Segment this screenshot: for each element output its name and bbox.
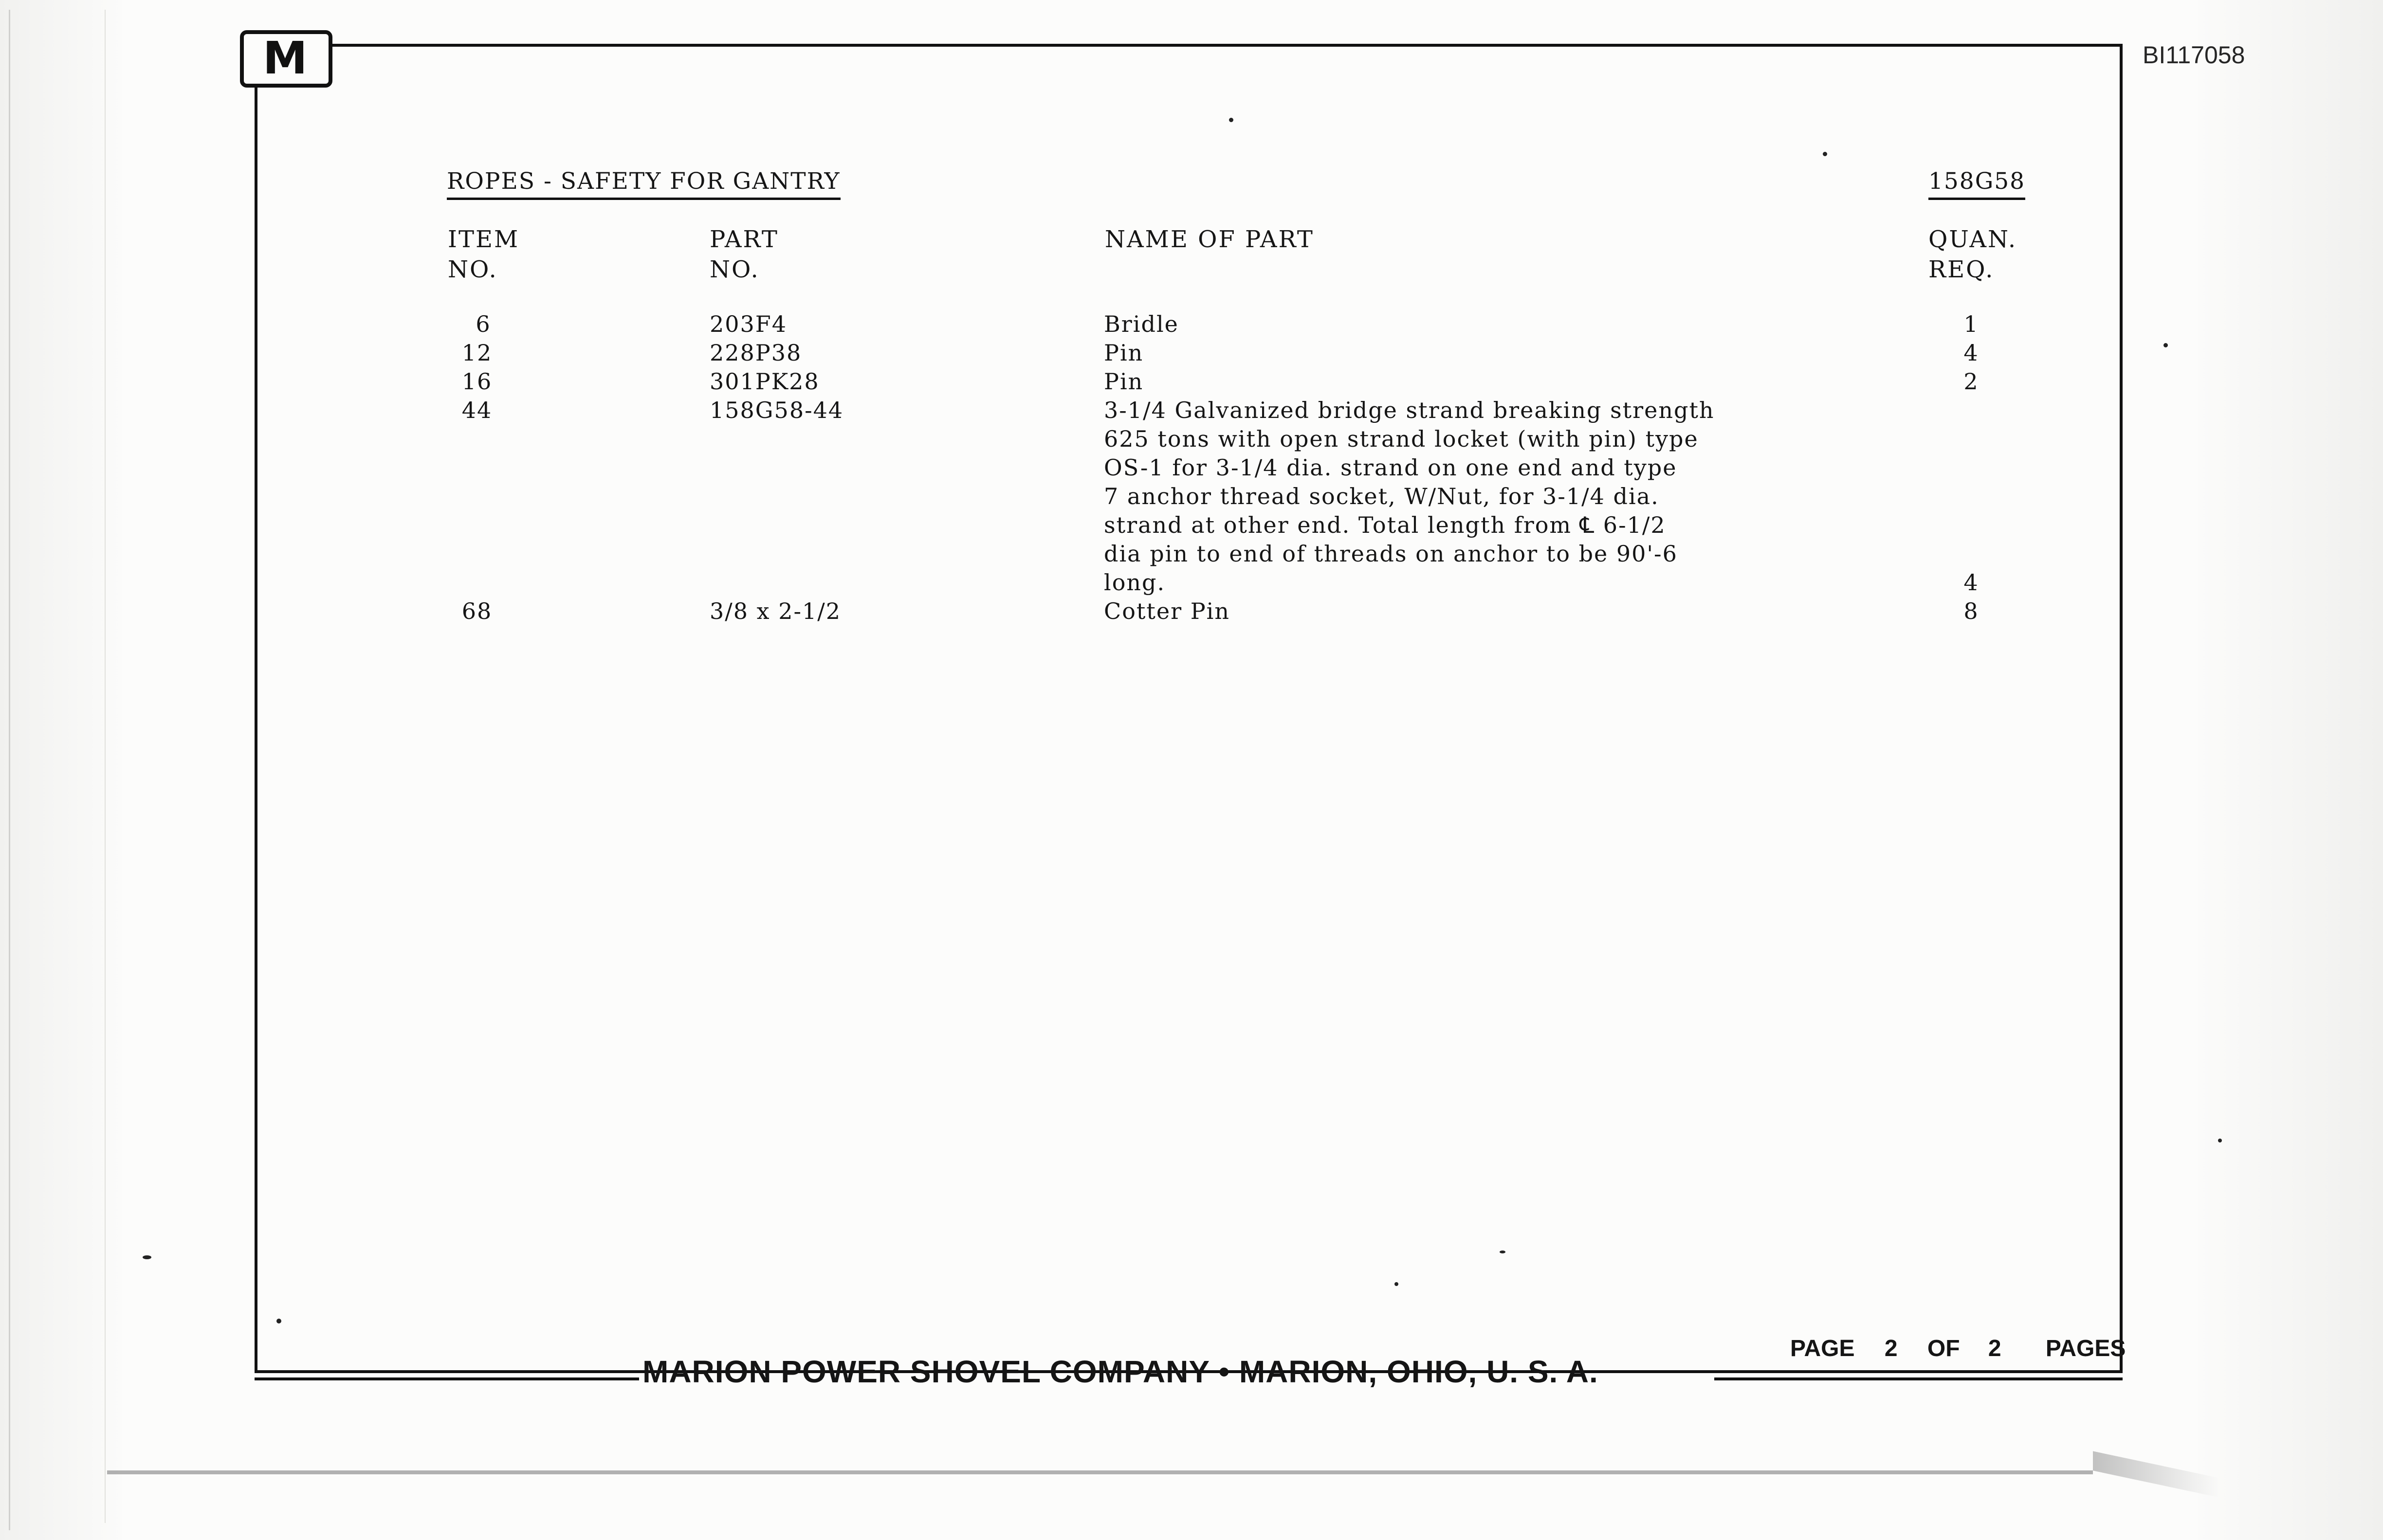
part-name: Pin [1104, 340, 1144, 366]
scan-left-line-secondary [105, 10, 106, 1523]
scan-bottom-line [107, 1470, 2093, 1474]
quantity-header-line-1: QUAN. [1928, 226, 2017, 253]
name-column-header [1105, 224, 1314, 254]
quantity: 2 [1963, 368, 1979, 395]
part-name: Bridle [1104, 311, 1179, 337]
document-code: BI117058 [2143, 41, 2245, 69]
item-column-header [448, 224, 519, 285]
quantity: 8 [1963, 598, 1979, 624]
quantity: 4 [1963, 569, 1979, 596]
scan-right-edge [2198, 0, 2383, 1540]
page-indicator [1790, 1337, 2126, 1360]
part-number: 203F4 [710, 311, 787, 337]
description-line: 625 tons with open strand locket (with pin) type [1104, 426, 1699, 452]
item-header-line-1: ITEM [448, 226, 520, 253]
description-line: OS-1 for 3-1/4 dia. strand on one end and type [1104, 454, 1677, 481]
item-number: 68 [461, 598, 493, 624]
company-logo [240, 30, 332, 88]
description-line: dia pin to end of threads on anchor to be 90'-6 [1104, 541, 1678, 567]
description-line: strand at other end. Total length from ℄ 6-1/2 [1104, 512, 1666, 538]
page-total: 2 [1988, 1336, 2001, 1361]
item-number: 44 [461, 397, 493, 423]
part-column-header [710, 224, 779, 285]
part-number: 158G58-44 [710, 397, 844, 423]
scan-speck [1229, 118, 1233, 122]
scan-speck [143, 1255, 151, 1259]
part-number: 301PK28 [710, 368, 820, 395]
quantity-column-header [1928, 224, 2017, 285]
company-name: MARION POWER SHOVEL COMPANY • MARION, OHIO, U. S. A. [642, 1354, 1598, 1389]
quantity: 4 [1963, 340, 1979, 366]
part-number: 3/8 x 2-1/2 [710, 598, 842, 624]
item-number: 16 [461, 368, 493, 395]
scan-speck [2163, 343, 2168, 347]
pages-label: PAGES [2045, 1336, 2126, 1361]
item-number: 12 [461, 340, 493, 366]
scan-speck [1394, 1282, 1398, 1286]
scan-speck [276, 1319, 281, 1323]
drawing-number: 158G58 [1928, 170, 2025, 200]
scan-speck [1823, 152, 1827, 156]
page-label: PAGE [1790, 1336, 1855, 1361]
document-title: ROPES - SAFETY FOR GANTRY [447, 170, 841, 200]
part-name: Cotter Pin [1104, 598, 1230, 624]
part-header-line-1: PART [710, 226, 779, 253]
part-number: 228P38 [710, 340, 802, 366]
item-header-line-2: NO. [448, 256, 498, 283]
footer-rule-left [255, 1377, 639, 1380]
quantity: 1 [1963, 311, 1979, 337]
scan-speck [1500, 1250, 1505, 1253]
page-number: 2 [1884, 1336, 1898, 1361]
description-line: long. [1104, 569, 1166, 596]
description-line: 7 anchor thread socket, W/Nut, for 3-1/4 dia. [1104, 483, 1659, 509]
footer-rule-right [1714, 1377, 2123, 1380]
part-header-line-2: NO. [710, 256, 760, 283]
scan-speck [2218, 1139, 2222, 1142]
item-number: 6 [476, 311, 491, 337]
logo-letter: M [263, 32, 308, 84]
description-line: 3-1/4 Galvanized bridge strand breaking strength [1104, 397, 1715, 423]
scan-left-line [9, 10, 10, 1530]
part-name: Pin [1104, 368, 1144, 395]
of-label: OF [1927, 1336, 1960, 1361]
name-header-line: NAME OF PART [1105, 226, 1314, 253]
scan-left-edge [0, 0, 122, 1540]
quantity-header-line-2: REQ. [1928, 256, 1995, 283]
